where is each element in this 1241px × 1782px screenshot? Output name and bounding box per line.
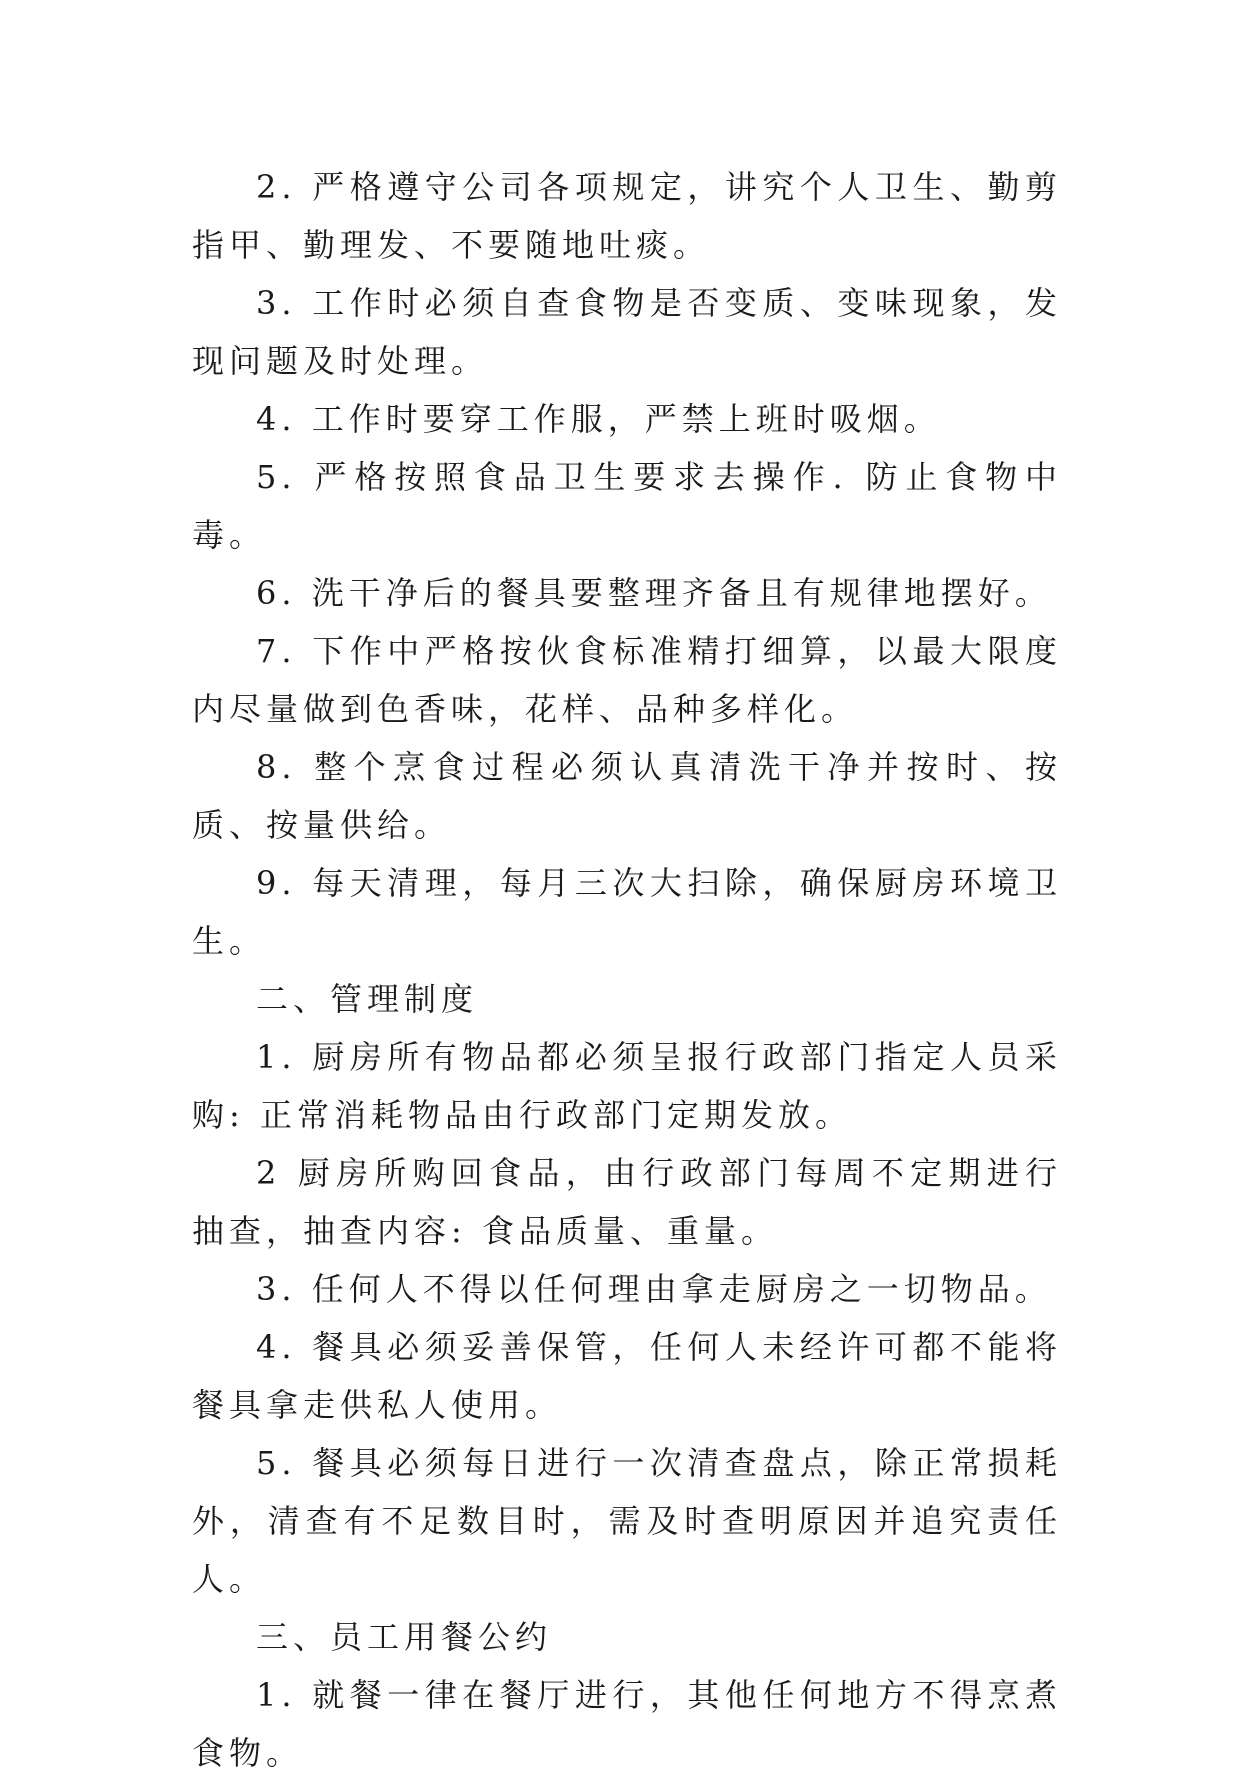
paragraph-hygiene-rule-4: 4. 工作时要穿工作服，严禁上班时吸烟。 <box>256 400 941 438</box>
paragraph-management-rule-4: 4. 餐具必须妥善保管，任何人未经许可都不能将餐具拿走供私人使用。 <box>192 1328 1062 1424</box>
paragraph-management-rule-5: 5. 餐具必须每日进行一次清查盘点，除正常损耗外，清查有不足数目时，需及时查明原因并追究责任人。 <box>192 1444 1062 1598</box>
paragraph-hygiene-rule-3: 3. 工作时必须自查食物是否变质、变味现象，发现问题及时处理。 <box>192 284 1062 380</box>
document-body <box>192 158 1062 1782</box>
section-heading-dining-rules: 三、员工用餐公约 <box>256 1618 553 1656</box>
paragraph-hygiene-rule-2: 2. 严格遵守公司各项规定，讲究个人卫生、勤剪指甲、勤理发、不要随地吐痰。 <box>192 168 1062 264</box>
section-heading-management: 二、管理制度 <box>256 980 479 1018</box>
paragraph-hygiene-rule-8: 8. 整个烹食过程必须认真清洗干净并按时、按质、按量供给。 <box>192 748 1062 844</box>
paragraph-management-rule-2: 2 厨房所购回食品，由行政部门每周不定期进行抽查，抽查内容: 食品质量、重量。 <box>192 1154 1062 1250</box>
paragraph-management-rule-1: 1. 厨房所有物品都必须呈报行政部门指定人员采购: 正常消耗物品由行政部门定期发放。 <box>192 1038 1062 1134</box>
paragraph-hygiene-rule-7: 7. 下作中严格按伙食标准精打细算，以最大限度内尽量做到色香味，花样、品种多样化。 <box>192 632 1062 728</box>
paragraph-dining-rule-1: 1. 就餐一律在餐厅进行，其他任何地方不得烹煮食物。 <box>192 1676 1062 1772</box>
paragraph-hygiene-rule-5: 5. 严格按照食品卫生要求去操作. 防止食物中毒。 <box>192 458 1062 554</box>
paragraph-management-rule-3: 3. 任何人不得以任何理由拿走厨房之一切物品。 <box>256 1270 1052 1308</box>
paragraph-hygiene-rule-9: 9. 每天清理，每月三次大扫除，确保厨房环境卫生。 <box>192 864 1062 960</box>
paragraph-hygiene-rule-6: 6. 洗干净后的餐具要整理齐备且有规律地摆好。 <box>256 574 1052 612</box>
